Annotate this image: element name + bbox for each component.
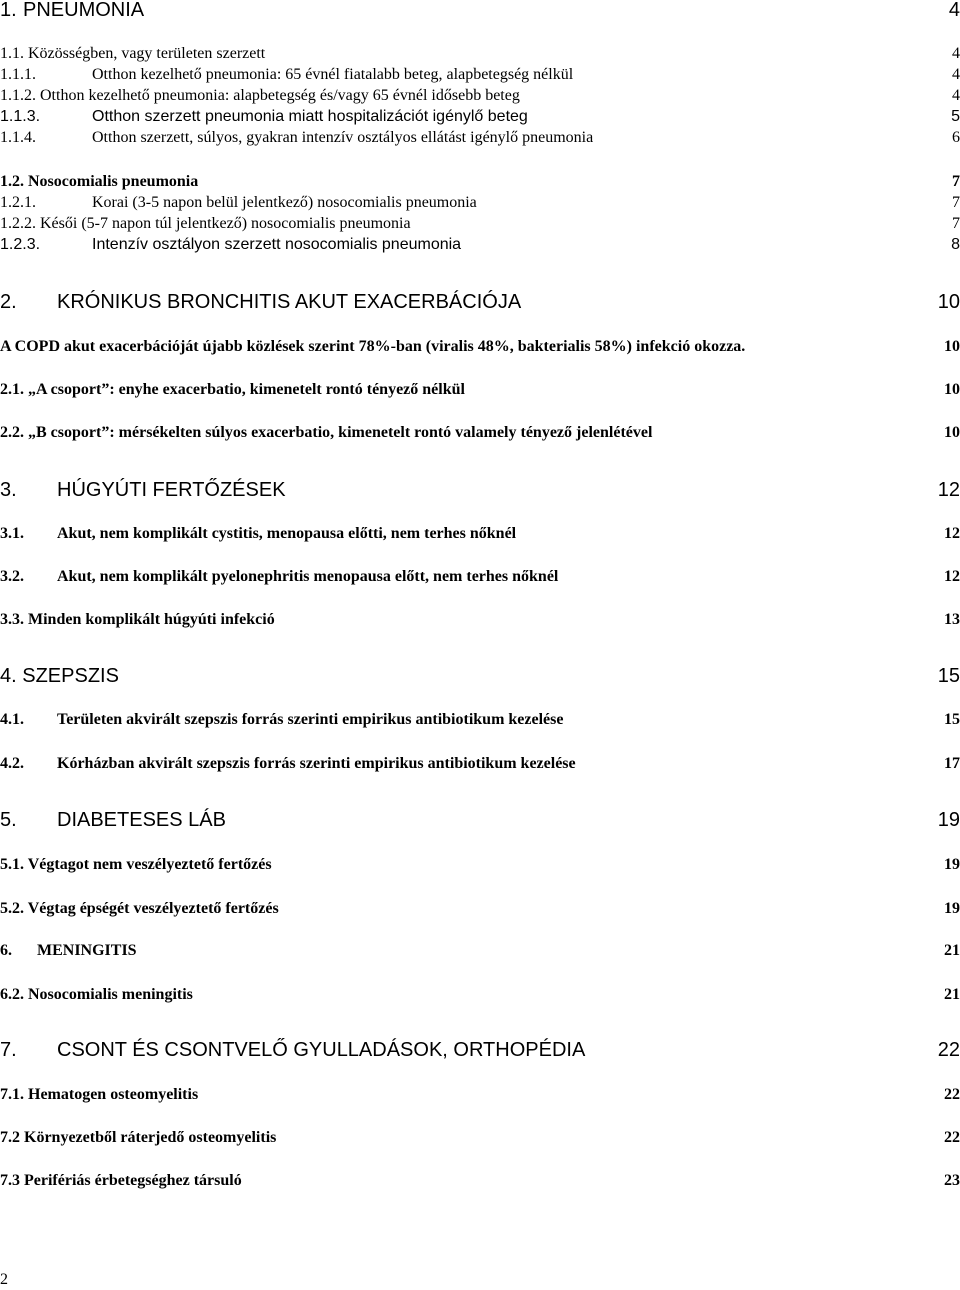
toc-page-number: 22 xyxy=(944,1129,960,1146)
toc-page-number: 19 xyxy=(937,809,960,831)
toc-entry-meningitis[interactable] xyxy=(0,941,960,961)
toc-page-number: 4 xyxy=(948,0,960,21)
toc-entry-diabeteses-lab[interactable] xyxy=(0,808,960,832)
toc-title: 5.2. Végtag épségét veszélyeztető fertőzés xyxy=(0,900,279,917)
toc-page-number: 8 xyxy=(951,236,960,253)
toc-number: 1.1.3. xyxy=(0,108,41,125)
toc-number: 4.2. xyxy=(0,755,24,772)
toc-number: 7. xyxy=(0,1039,17,1061)
page-number: 2 xyxy=(0,1271,8,1288)
toc-number: 1.1.4. xyxy=(0,129,36,146)
toc-page-number: 17 xyxy=(944,755,960,772)
toc-page-number: 13 xyxy=(944,611,960,628)
toc-title: 3.3. Minden komplikált húgyúti infekció xyxy=(0,611,275,628)
toc-title: 5.1. Végtagot nem veszélyeztető fertőzés xyxy=(0,856,272,873)
toc-page-number: 4 xyxy=(952,45,960,62)
toc-title: CSONT ÉS CSONTVELŐ GYULLADÁSOK, ORTHOPÉDIA xyxy=(57,1039,586,1061)
toc-title: 2.1. „A csoport”: enyhe exacerbatio, kimenetelt rontó tényező nélkül xyxy=(0,381,465,398)
toc-page-number: 10 xyxy=(944,424,960,441)
toc-title: Kórházban akvirált szepszis forrás szerinti empirikus antibiotikum kezelése xyxy=(57,755,576,772)
toc-entry-7-2[interactable] xyxy=(0,1128,960,1148)
toc-page-number: 22 xyxy=(937,1039,960,1061)
toc-page-number: 7 xyxy=(952,173,960,190)
toc-page-number: 10 xyxy=(937,291,960,313)
toc-number: 3. xyxy=(0,479,17,501)
toc-page-number: 6 xyxy=(952,129,960,146)
toc-page-number: 21 xyxy=(944,986,960,1003)
toc-entry-1-2-2[interactable] xyxy=(0,214,960,234)
toc-entry-1-1-2[interactable] xyxy=(0,86,960,106)
toc-title: 2.2. „B csoport”: mérsékelten súlyos exacerbatio, kimenetelt rontó valamely tényező jelenlétével xyxy=(0,424,653,441)
toc-title: Akut, nem komplikált pyelonephritis menopausa előtt, nem terhes nőknél xyxy=(57,568,559,585)
toc-entry-7-3[interactable] xyxy=(0,1171,960,1191)
toc-number: 5. xyxy=(0,809,17,831)
toc-entry-1-2-3[interactable] xyxy=(0,235,960,255)
toc-number: 3.1. xyxy=(0,525,24,542)
toc-title: 6.2. Nosocomialis meningitis xyxy=(0,986,193,1003)
toc-entry-6-2[interactable] xyxy=(0,985,960,1005)
toc-page-number: 10 xyxy=(944,338,960,355)
toc-title: Otthon kezelhető pneumonia: 65 évnél fiatalabb beteg, alapbetegség nélkül xyxy=(92,66,574,83)
toc-title: 7.2 Környezetből ráterjedő osteomyelitis xyxy=(0,1129,277,1146)
toc-page-number: 10 xyxy=(944,381,960,398)
toc-page-number: 15 xyxy=(937,665,960,687)
toc-entry-szepszis[interactable] xyxy=(0,664,960,688)
toc-entry-1-1-1[interactable] xyxy=(0,65,960,85)
toc-entry-pneumonia[interactable] xyxy=(0,0,960,22)
toc-title: A COPD akut exacerbációját újabb közlések szerint 78%-ban (viralis 48%, bakterialis 58%) infekció okozza. xyxy=(0,338,746,355)
toc-entry-4-2[interactable] xyxy=(0,754,960,774)
toc-entry-1-1-3[interactable] xyxy=(0,107,960,127)
toc-number: 6. xyxy=(0,942,12,959)
toc-entry-3-1[interactable] xyxy=(0,524,960,544)
toc-entry-bronchitis[interactable] xyxy=(0,290,960,314)
toc-title: DIABETESES LÁB xyxy=(57,809,226,831)
toc-entry-2-2[interactable] xyxy=(0,423,960,443)
toc-number: 1.2.3. xyxy=(0,236,41,253)
toc-title: 1.2. Nosocomialis pneumonia xyxy=(0,173,199,190)
toc-entry-3-3[interactable] xyxy=(0,610,960,630)
toc-entry-5-1[interactable] xyxy=(0,855,960,875)
toc-entry-4-1[interactable] xyxy=(0,710,960,730)
toc-page-number: 5 xyxy=(951,108,960,125)
toc-title: Intenzív osztályon szerzett nosocomialis pneumonia xyxy=(92,236,462,253)
toc-page-number: 23 xyxy=(944,1172,960,1189)
toc-entry-3-2[interactable] xyxy=(0,567,960,587)
toc-entry-2-intro[interactable] xyxy=(0,337,960,357)
toc-title: Korai (3-5 napon belül jelentkező) nosocomialis pneumonia xyxy=(92,194,477,211)
toc-page-number: 19 xyxy=(944,900,960,917)
toc-number: 4.1. xyxy=(0,711,24,728)
toc-title: 7.1. Hematogen osteomyelitis xyxy=(0,1086,199,1103)
toc-entry-2-1[interactable] xyxy=(0,380,960,400)
toc-entry-5-2[interactable] xyxy=(0,899,960,919)
toc-entry-1-1[interactable] xyxy=(0,44,960,64)
toc-entry-hugyuti[interactable] xyxy=(0,478,960,502)
toc-title: Otthon szerzett, súlyos, gyakran intenzív osztályos ellátást igénylő pneumonia xyxy=(92,129,594,146)
toc-page-number: 15 xyxy=(944,711,960,728)
toc-title: Akut, nem komplikált cystitis, menopausa előtti, nem terhes nőknél xyxy=(57,525,517,542)
toc-page-number: 4 xyxy=(952,87,960,104)
toc-page-number: 12 xyxy=(944,568,960,585)
toc-number: 1.2.1. xyxy=(0,194,36,211)
toc-entry-7-1[interactable] xyxy=(0,1085,960,1105)
toc-title: HÚGYÚTI FERTŐZÉSEK xyxy=(57,479,286,501)
toc-entry-1-1-4[interactable] xyxy=(0,128,960,148)
toc-number: 1. xyxy=(0,0,17,21)
toc-title: 1.1. Közösségben, vagy területen szerzett xyxy=(0,45,266,62)
toc-title: PNEUMONIA xyxy=(23,0,145,21)
toc-page-number: 22 xyxy=(944,1086,960,1103)
toc-number: 2. xyxy=(0,291,17,313)
toc-title: 1.1.2. Otthon kezelhető pneumonia: alapbetegség és/vagy 65 évnél idősebb beteg xyxy=(0,87,520,104)
toc-page-number: 7 xyxy=(952,194,960,211)
toc-title: 1.2.2. Késői (5-7 napon túl jelentkező) nosocomialis pneumonia xyxy=(0,215,411,232)
toc-page-number: 19 xyxy=(944,856,960,873)
toc-title: Területen akvirált szepszis forrás szerinti empirikus antibiotikum kezelése xyxy=(57,711,564,728)
toc-entry-csont[interactable] xyxy=(0,1038,960,1062)
toc-page-number: 7 xyxy=(952,215,960,232)
toc-page-number: 12 xyxy=(944,525,960,542)
toc-number: 3.2. xyxy=(0,568,24,585)
toc-number: 1.1.1. xyxy=(0,66,36,83)
toc-page-number: 21 xyxy=(944,942,960,959)
toc-title: 4. SZEPSZIS xyxy=(0,665,119,687)
toc-title: MENINGITIS xyxy=(37,942,137,959)
toc-page-number: 12 xyxy=(937,479,960,501)
toc-title: Otthon szerzett pneumonia miatt hospitalizációt igénylő beteg xyxy=(92,108,528,125)
toc-page-number: 4 xyxy=(952,66,960,83)
toc-entry-1-2-1[interactable] xyxy=(0,193,960,213)
toc-entry-1-2[interactable] xyxy=(0,172,960,192)
toc-title: 7.3 Perifériás érbetegséghez társuló xyxy=(0,1172,242,1189)
toc-title: KRÓNIKUS BRONCHITIS AKUT EXACERBÁCIÓJA xyxy=(57,291,522,313)
